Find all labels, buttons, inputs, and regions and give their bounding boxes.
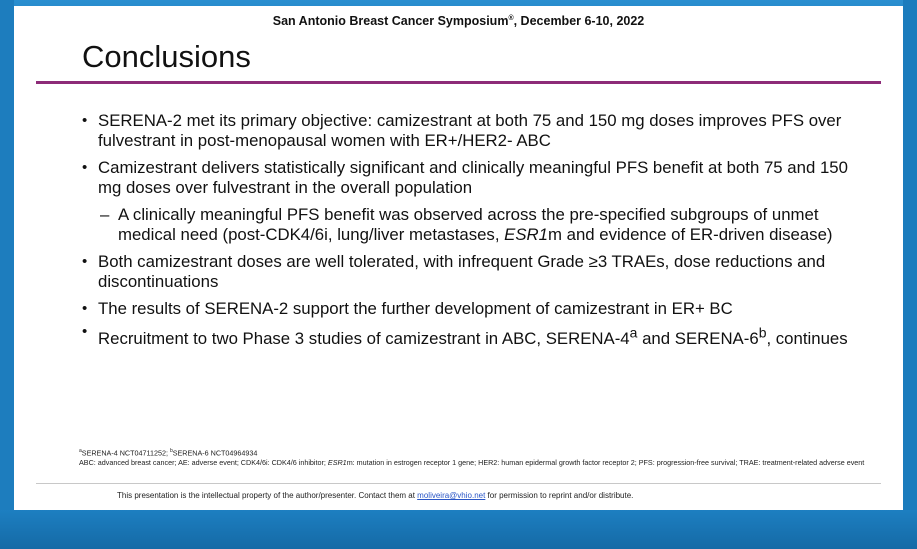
- conference-dates: , December 6-10, 2022: [513, 14, 645, 28]
- footnote-marker-a: a: [79, 448, 82, 454]
- presentation-slide: [14, 6, 903, 510]
- bullet-list: [82, 111, 872, 356]
- bullet-marker: •: [82, 300, 88, 317]
- bullet-text: Both camizestrant doses are well tolerated, with infrequent Grade ≥3 TRAEs, dose reductions and discontinuations: [98, 252, 826, 291]
- bullet-marker: •: [82, 253, 88, 270]
- footnote-ref-a: a: [629, 324, 638, 340]
- abbreviations-italic: ESR1: [327, 457, 347, 467]
- abbreviations-start: ABC: advanced breast cancer; AE: adverse event; CDK4/6i: CDK4/6 inhibitor;: [79, 457, 328, 467]
- bullet-text: The results of SERENA-2 support the further development of camizestrant in ER+ BC: [98, 299, 733, 318]
- title-divider: [36, 81, 881, 84]
- sub-bullet-text-end: m and evidence of ER-driven disease): [548, 225, 833, 244]
- bullet-text-start: Recruitment to two Phase 3 studies of camizestrant in ABC, SERENA-4: [98, 328, 630, 348]
- bullet-item: [82, 322, 872, 349]
- footnote-serena6: SERENA-6 NCT04964934: [172, 448, 258, 458]
- background-left-band: [0, 0, 14, 549]
- footnote-serena4: SERENA-4 NCT04711252;: [81, 448, 170, 458]
- bullet-text: Camizestrant delivers statistically significant and clinically meaningful PFS benefit at both 75 and 150 mg doses over fulvestrant in the overall population: [98, 158, 848, 197]
- copyright-text-start: This presentation is the intellectual property of the author/presenter. Contact them at: [117, 491, 418, 500]
- bullet-text-middle: and SERENA-6: [637, 328, 759, 348]
- bullet-marker: •: [82, 323, 88, 340]
- footnote-marker-b: b: [169, 448, 173, 454]
- bullet-item: [82, 158, 872, 198]
- background-right-band: [903, 0, 917, 549]
- sub-bullet-marker: –: [100, 205, 110, 224]
- bullet-text: SERENA-2 met its primary objective: camizestrant at both 75 and 150 mg doses improves PFS over fulvestrant in post-menopausal women with ER+/HER2- ABC: [98, 111, 842, 150]
- slide-title: Conclusions: [82, 39, 251, 74]
- bullet-marker: •: [82, 159, 88, 176]
- conference-header: [14, 14, 903, 28]
- footnote-abbreviations: [79, 458, 889, 468]
- registered-mark: ®: [508, 14, 514, 22]
- bullet-item: [82, 252, 872, 292]
- bullet-marker: •: [82, 112, 88, 129]
- copyright-notice: [117, 491, 633, 500]
- bullet-item: [82, 299, 872, 319]
- sub-bullet-item: [100, 205, 872, 245]
- footnote-ref-b: b: [758, 324, 767, 340]
- bullet-text-end: , continues: [766, 328, 848, 348]
- bullet-text: [98, 324, 848, 348]
- abbreviations-end: m: mutation in estrogen receptor 1 gene; HER2: human epidermal growth factor receptor 2; PFS: progression-free survival; TRAE: treatment-related adverse event: [346, 457, 865, 467]
- bullet-item: [82, 111, 872, 151]
- footnote-trials: [79, 447, 889, 458]
- copyright-text-end: for permission to reprint and/or distribute.: [485, 491, 634, 500]
- footnotes: [79, 447, 889, 467]
- sub-bullet-text-start: A clinically meaningful PFS benefit was observed across the pre-specified subgroups of unmet medical need (post-CDK4/6i, lung/liver metastases,: [118, 205, 819, 244]
- footer-divider: [36, 483, 881, 484]
- gene-name-italic: ESR1: [504, 225, 548, 244]
- sub-bullet-text: [118, 205, 833, 244]
- author-email-link[interactable]: moliveira@vhio.net: [417, 491, 486, 500]
- conference-name: San Antonio Breast Cancer Symposium: [272, 14, 509, 28]
- background-bottom-band: [0, 510, 917, 549]
